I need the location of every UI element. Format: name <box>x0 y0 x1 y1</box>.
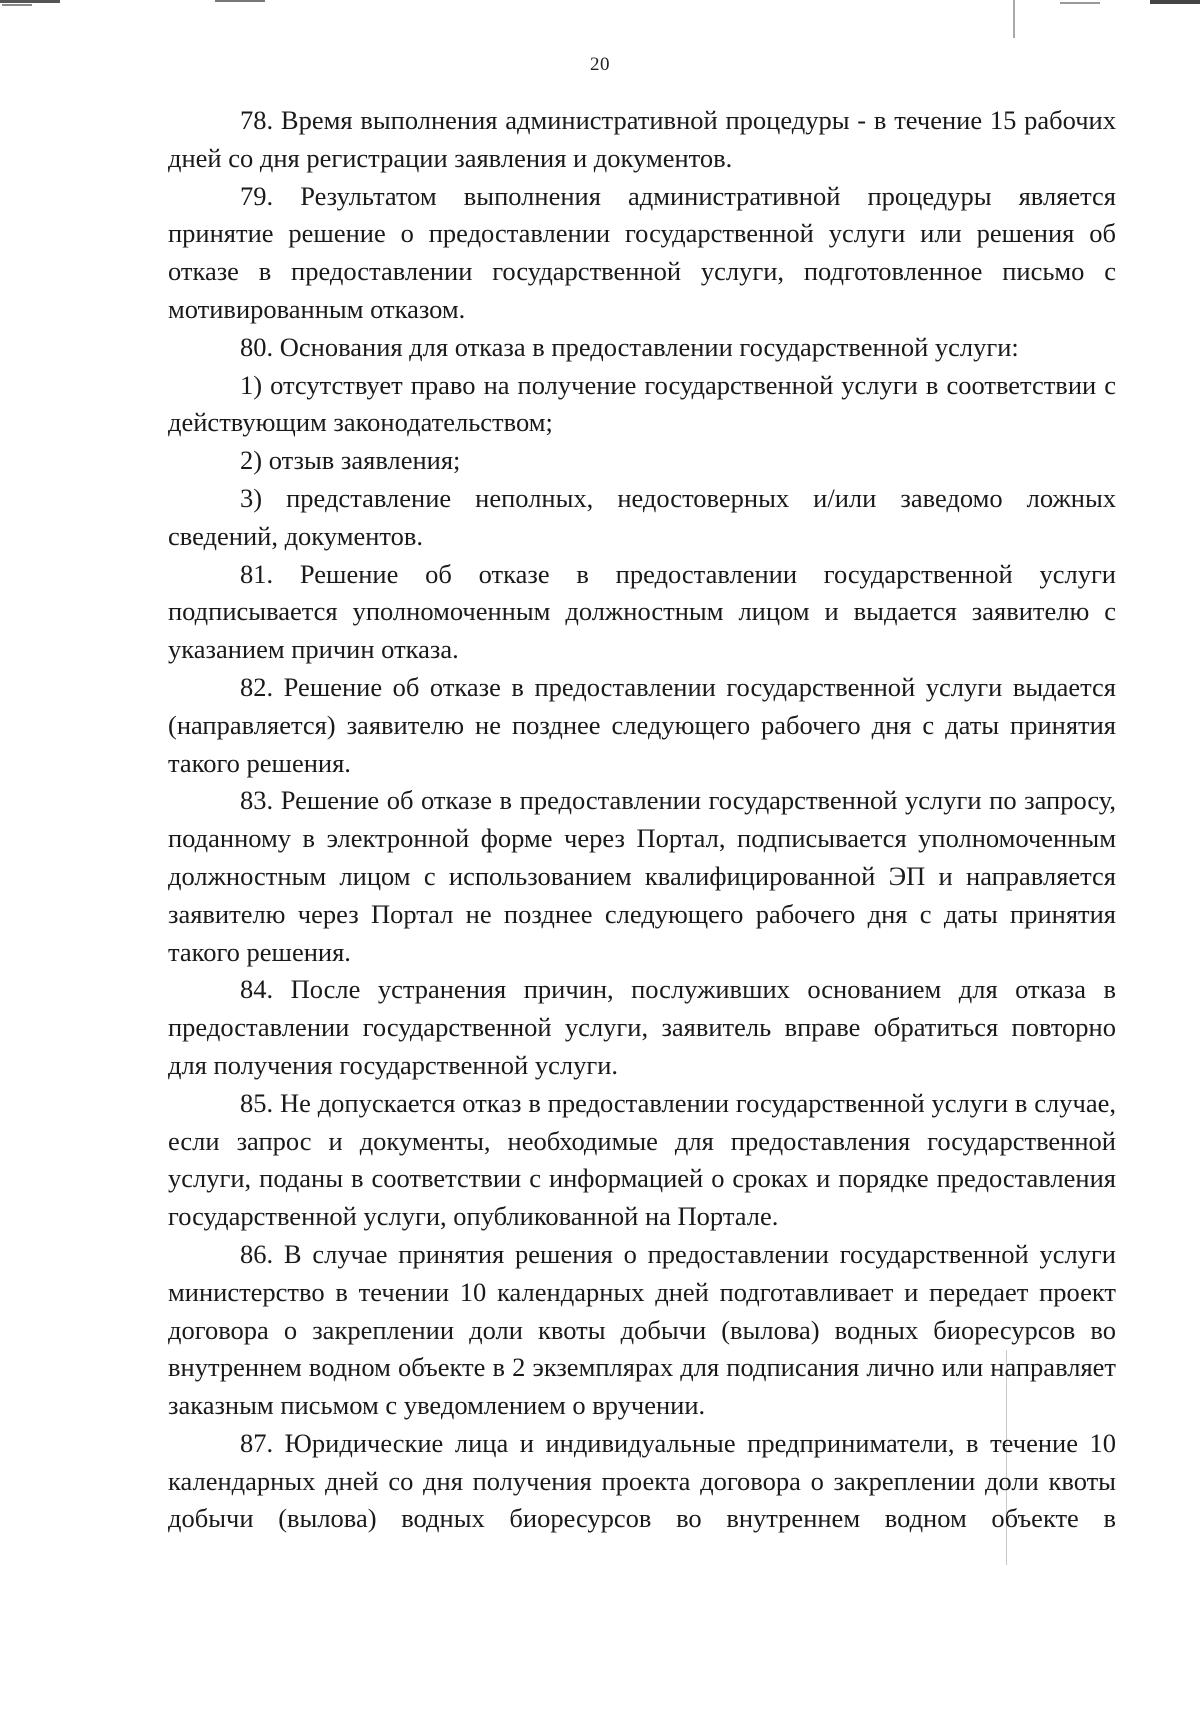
paragraph-87: 87. Юридические лица и индивидуальные предприниматели, в течение 10 календарных дней со дня получения проекта договора о закреплении доли квоты добычи (вылова) водных биоресурсов во внутреннем водном объекте в <box>168 1427 1116 1534</box>
scan-artifact-top-right <box>1150 0 1200 4</box>
paragraph-80-item-2: 2) отзыв заявления; <box>240 445 461 476</box>
page-number: 20 <box>590 54 610 75</box>
scan-artifact-top-right-line <box>1013 0 1015 38</box>
scan-artifact-top-right-2 <box>1060 2 1100 4</box>
scan-artifact-top-left-3 <box>215 0 265 2</box>
paragraph-81: 81. Решение об отказе в предоставлении государственной услуги подписывается уполномоченным должностным лицом и выдается заявителю с указанием причин отказа. <box>168 558 1116 665</box>
paragraph-86: 86. В случае принятия решения о предоставлении государственной услуги министерство в течении 10 календарных дней подготавливает и передает проект договора о закреплении доли квоты добычи (вылова) водных биоресурсов во внутреннем водном объекте в 2 экземплярах для подписания лично или направляет заказным письмом с уведомлением о вручении. <box>168 1238 1116 1421</box>
paragraph-80-item-3: 3) представление неполных, недостоверных и/или заведомо ложных сведений, документов. <box>168 482 1116 551</box>
paragraph-80-item-1: 1) отсутствует право на получение государственной услуги в соответствии с действующим законодательством; <box>168 369 1116 438</box>
document-body <box>168 102 1116 1538</box>
paragraph-85: 85. Не допускается отказ в предоставлении государственной услуги в случае, если запрос и документы, необходимые для предоставления государственной услуги, поданы в соответствии с информацией о сроках и порядке предоставления государственной услуги, опубликованной на Портале. <box>168 1087 1116 1232</box>
scan-artifact-top-left-2 <box>2 4 32 6</box>
scan-artifact-top-left <box>0 0 60 3</box>
paragraph-78: 78. Время выполнения административной процедуры - в течение 15 рабочих дней со дня регистрации заявления и документов. <box>168 105 1116 173</box>
paragraph-79: 79. Результатом выполнения административной процедуры является принятие решение о предоставлении государственной услуги или решения об отказе в предоставлении государственной услуги, подготовленное письмо с мотивированным отказом. <box>168 180 1116 324</box>
paragraph-80: 80. Основания для отказа в предоставлении государственной услуги: <box>240 331 1019 362</box>
paragraph-83: 83. Решение об отказе в предоставлении государственной услуги по запросу, поданному в электронной форме через Портал, подписывается уполномоченным должностным лицом с использованием квалифицированной ЭП и направляется заявителю через Портал не позднее следующего рабочего дня с даты принятия такого решения. <box>168 785 1116 967</box>
paragraph-84: 84. После устранения причин, послуживших основанием для отказа в предоставлении государственной услуги, заявитель вправе обратиться повторно для получения государственной услуги. <box>168 974 1116 1080</box>
paragraph-82: 82. Решение об отказе в предоставлении государственной услуги выдается (направляется) заявителю не позднее следующего рабочего дня с даты принятия такого решения. <box>168 671 1116 778</box>
